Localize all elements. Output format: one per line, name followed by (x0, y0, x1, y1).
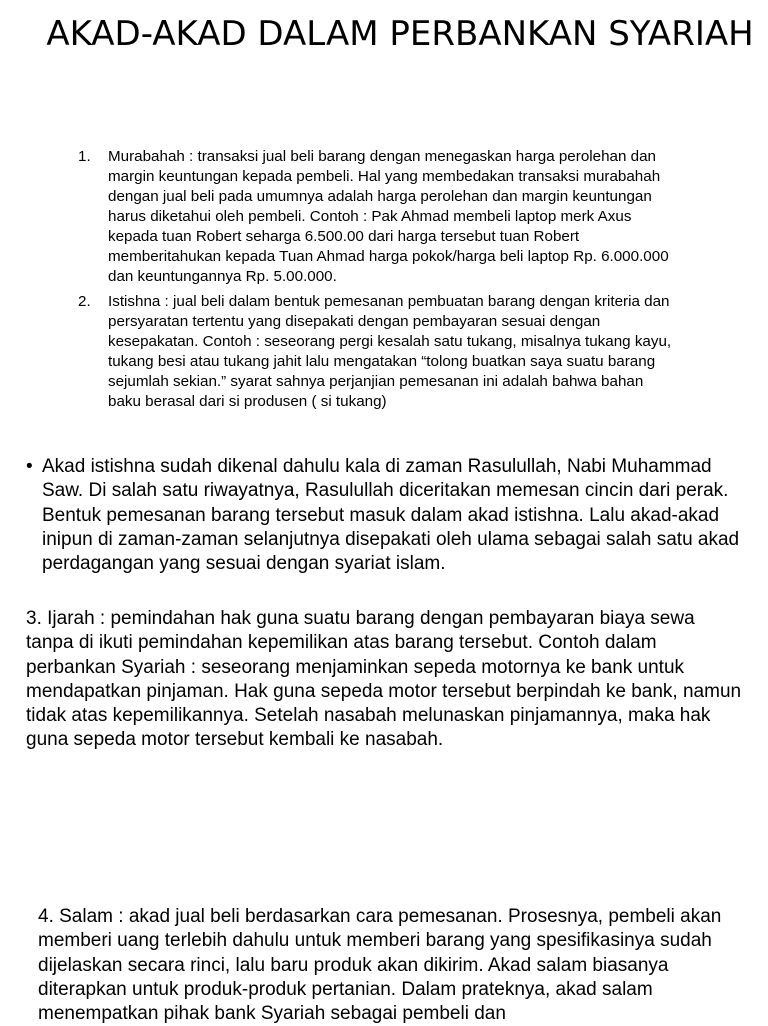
list-item-text: Murabahah : transaksi jual beli barang dengan menegaskan harga perolehan dan margin keuntungan kepada pembeli. Hal yang membedakan transaksi murabahah dengan jual beli pada umumnya adalah harga perolehan dan margin keuntungan harus diketahui oleh pembeli. Contoh : Pak Ahmad membeli laptop merk Axus kepada tuan Robert seharga 6.500.00 dari harga tersebut tuan Robert memberitahukan kepada Tuan Ahmad harga pokok/harga beli laptop Rp. 6.000.000 dan keuntungannya Rp. 5.00.000. (108, 148, 669, 285)
list-item-text: Istishna : jual beli dalam bentuk pemesanan pembuatan barang dengan kriteria dan persyaratan tertentu yang disepakati dengan pembayaran sesuai dengan kesepakatan. Contoh : seseorang pergi kesalah satu tukang, misalnya tukang kayu, tukang besi atau tukang jahit lalu mengatakan “tolong buatkan saya suatu barang sejumlah sekian.” syarat sahnya perjanjian pemesanan ini adalah bahwa bahan baku berasal dari si produsen ( si tukang) (108, 293, 672, 410)
list-item-murabahah (78, 147, 678, 287)
list-number: 1. (78, 148, 91, 165)
paragraph-salam: 4. Salam : akad jual beli berdasarkan cara pemesanan. Prosesnya, pembeli akan memberi uang terlebih dahulu untuk memberi barang yang spesifikasinya sudah dijelaskan secara rinci, lalu baru produk akan dikirim. Akad salam biasanya diterapkan untuk produk-produk pertanian. Dalam prateknya, akad salam menempatkan pihak bank Syariah sebagai pembeli dan (38, 906, 722, 1025)
numbered-list (78, 147, 678, 417)
page-title: AKAD-AKAD DALAM PERBANKAN SYARIAH (46, 14, 754, 54)
paragraph-ijarah: 3. Ijarah : pemindahan hak guna suatu barang dengan pembayaran biaya sewa tanpa di ikuti pemindahan kepemilikan atas barang tersebut. Contoh dalam perbankan Syariah : seseorang menjaminkan sepeda motornya ke bank untuk mendapatkan pinjaman. Hak guna sepeda motor tersebut berpindah ke bank, namun tidak atas kepemilikannya. Setelah nasabah melunaskan pinjamannya, maka hak guna sepeda motor tersebut kembali ke nasabah. (26, 608, 742, 751)
bullet-text: Akad istishna sudah dikenal dahulu kala di zaman Rasulullah, Nabi Muhammad Saw. Di salah satu riwayatnya, Rasulullah diceritakan memesan cincin dari perak. Bentuk pemesanan barang tersebut masuk dalam akad istishna. Lalu akad-akad inipun di zaman-zaman selanjutnya disepakati oleh ulama sebagai salah satu akad perdagangan yang sesuai dengan syariat islam. (42, 456, 740, 575)
list-number: 2. (78, 293, 91, 310)
list-item-istishna (78, 292, 678, 412)
bullet-paragraph-istishna-history (26, 455, 758, 576)
bullet-symbol: • (26, 456, 33, 477)
